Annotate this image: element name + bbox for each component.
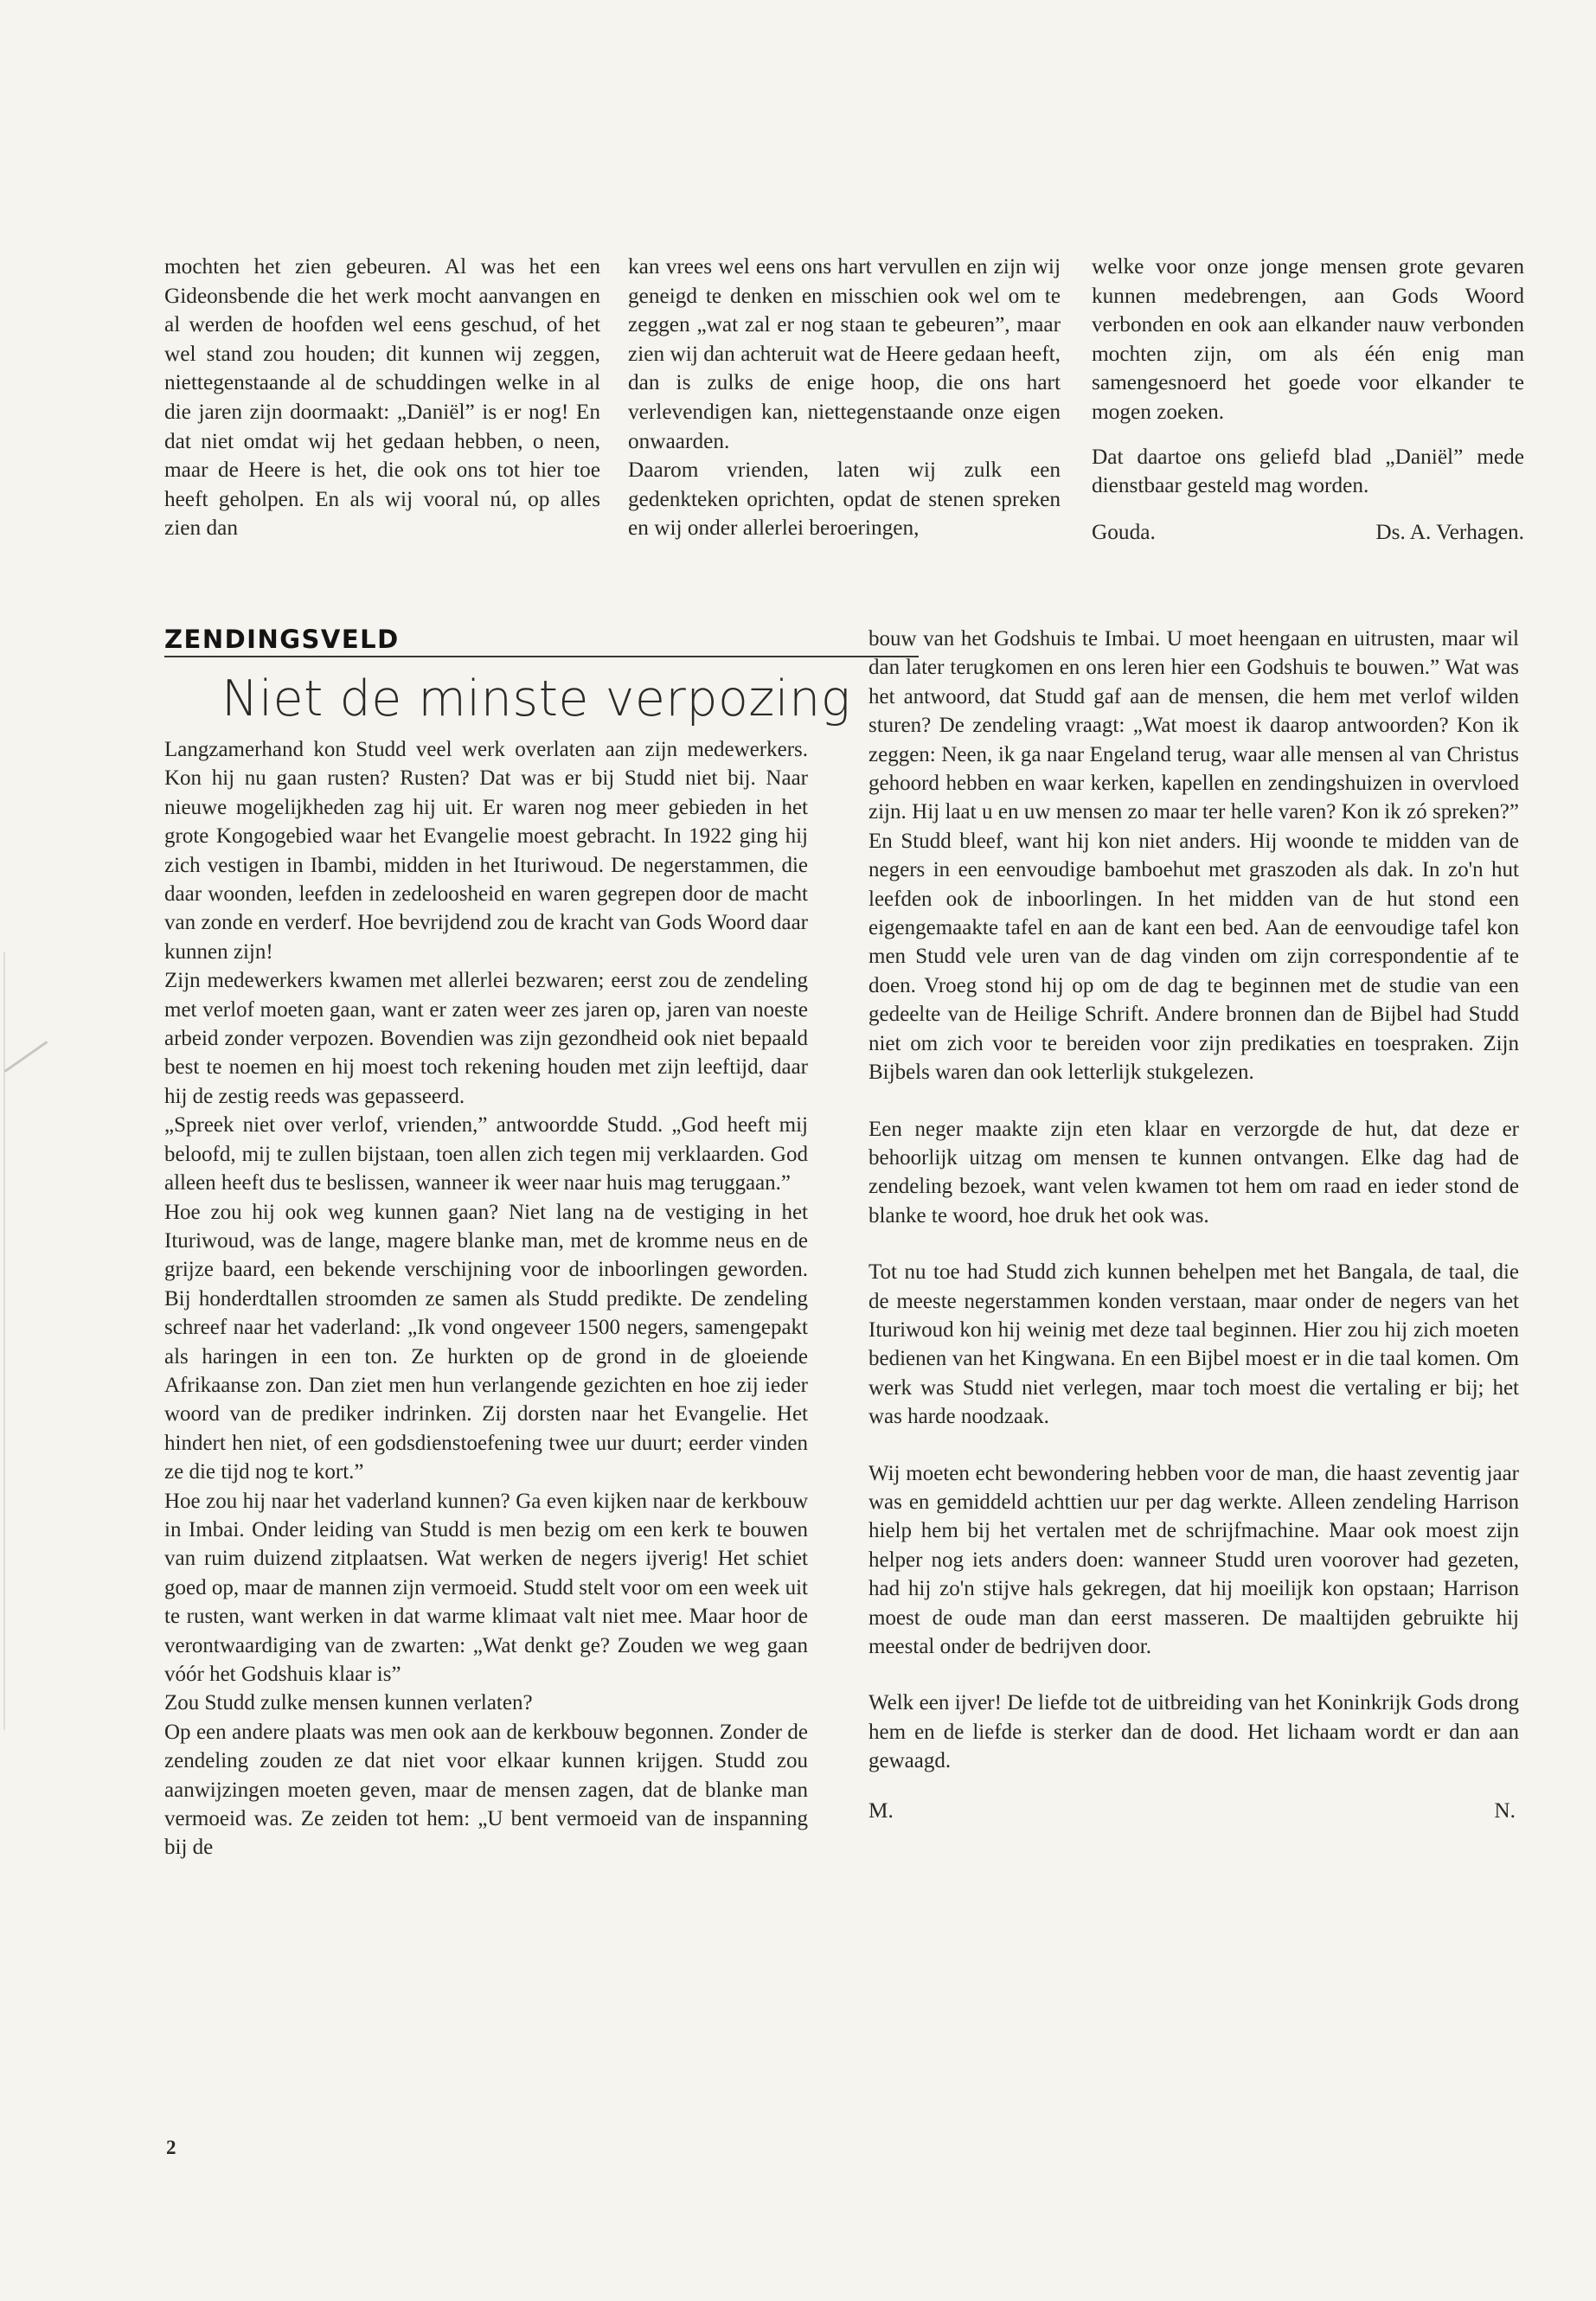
article-paragraph: Hoe zou hij ook weg kunnen gaan? Niet lang na de vestiging in het Ituriwoud, was de lange, magere blanke man, met de kromme neus en de grijze baard, een bekende verschijning voor de inboorlingen geworden. Bij honderdtallen stroomden ze samen als Studd predikte. De zendeling schreef naar het vaderland: „Ik vond ongeveer 1500 negers, samengepakt als haringen in een ton. Ze hurkten op de grond in de gloeiende Afrikaanse zon. Dan ziet men hun verlangende gezichten en hoe zij ieder woord van de prediker indrinken. Zij dorsten naar het Evangelie. Het hindert hen niet, of een godsdienstoefening twee uur duurt; eerder vinden ze die tijd nog te kort.” — [164, 1200, 808, 1484]
signature-name: Ds. A. Verhagen. — [1375, 519, 1524, 544]
signature-initial-right: N. — [1494, 1798, 1516, 1823]
page-number: 2 — [166, 2137, 176, 2158]
scan-edge-mark — [4, 1041, 48, 1073]
scan-edge-line — [3, 952, 5, 1730]
title-rule — [164, 656, 919, 657]
signature-place: Gouda. — [1092, 519, 1156, 544]
article-title: Niet de minste verpozing — [221, 670, 851, 727]
top-col3-paragraph-1: welke voor onze jonge mensen grote gevaren kunnen medebrengen, aan Gods Woord verbonden en ook aan elkander nauw verbonden mochten zijn, om als één enig man samengesnoerd het goede voor elkander te mogen zoeken. — [1092, 254, 1524, 424]
article-paragraph: Een neger maakte zijn eten klaar en verzorgde de hut, dat deze er behoorlijk uitzag om mensen te kunnen ontvangen. Elke dag had de zendeling bezoek, want velen kwamen tot hem om raad en ieder stond de blanke te woord, hoe druk het ook was. — [869, 1117, 1519, 1227]
article-paragraph: Zou Studd zulke mensen kunnen verlaten? — [164, 1691, 533, 1715]
article-paragraph: Op een andere plaats was men ook aan de kerkbouw begonnen. Zonder de zendeling zouden ze dat niet voor elkaar kunnen krijgen. Studd zou aanwijzingen moeten geven, maar de mensen zagen, dat de blanke man vermoeid was. Ze zeiden tot hem: „U bent vermoeid van de inspanning bij de — [164, 1720, 808, 1860]
article-signature — [869, 1798, 1519, 1823]
top-col2-paragraph-2: Daarom vrienden, laten wij zulk een gedenkteken oprichten, opdat de stenen spreken en wij onder allerlei beroeringen, — [628, 458, 1061, 541]
article-left-column — [164, 735, 808, 1862]
article-paragraph: Welk een ijver! De liefde tot de uitbreiding van het Koninkrijk Gods drong hem en de liefde is sterker dan de dood. Het lichaam wordt er dan aan gewaagd. — [869, 1691, 1519, 1773]
top-column-1 — [164, 253, 600, 543]
article-paragraph: Hoe zou hij naar het vaderland kunnen? Ga even kijken naar de kerkbouw in Imbai. Onder leiding van Studd is men bezig om een kerk te bouwen van ruim duizend zitplaatsen. Wat werken de negers ijverig! Het schiet goed op, maar de mannen zijn vermoeid. Studd stelt voor om een week uit te rusten, want werken in dat warme klimaat valt niet mee. Maar hoor de verontwaardiging van de zwarten: „Wat denkt ge? Zouden we weg gaan vóór het Godshuis klaar is” — [164, 1489, 808, 1686]
article-paragraph: bouw van het Godshuis te Imbai. U moet heengaan en uitrusten, maar wil dan later terugkomen en ons leren hier een Godshuis te bouwen.” Wat was het antwoord, dat Studd gaf aan de mensen, die hem met verlof wilden sturen? De zendeling vraagt: „Wat moest ik daarop antwoorden? Kon ik zeggen: Neen, ik ga naar Engeland terug, waar alle mensen al van Christus gehoord hebben en waar kerken, kapellen en zendingshuizen in overvloed zijn. Hij laat u en uw mensen zo maar ter helle varen? Kon ik zó spreken?” En Studd bleef, want hij kon niet anders. Hij woonde te midden van de negers in een eenvoudige bamboehut met graszoden als dak. In zo'n hut leefden ook de inboorlingen. In het midden van de hut stond een eigengemaakte tafel en aan de kant een bed. Aan de eenvoudige tafel kon men Studd vele uren van de dag vinden om zijn correspondentie af te doen. Vroeg stond hij op om de dag te beginnen met de studie van een gedeelte van de Heilige Schrift. Andere bronnen dan de Bijbel had Studd niet om zich voor te bereiden voor zijn predikaties en toespraken. Zijn Bijbels waren dan ook letterlijk stukgelezen. — [869, 627, 1519, 1085]
top-col3-paragraph-2: Dat daartoe ons geliefd blad „Daniël” mede dienstbaar gesteld mag worden. — [1092, 444, 1524, 498]
signature-initial-left: M. — [869, 1798, 894, 1823]
top-column-2 — [628, 253, 1061, 543]
article-paragraph: Zijn medewerkers kwamen met allerlei bezwaren; eerst zou de zendeling met verlof moeten gaan, want er zaten weer zes jaren op, jaren van noeste arbeid zonder verpozen. Bovendien was zijn gezondheid ook niet bepaald best te noemen en hij moest toch rekening houden met zijn leeftijd, daar hij de zestig reeds was gepasseerd. — [164, 969, 808, 1108]
article-paragraph: Langzamerhand kon Studd veel werk overlaten aan zijn medewerkers. Kon hij nu gaan rusten? Rusten? Dat was er bij Studd niet bij. Naar nieuwe mogelijkheden zag hij uit. Er waren nog meer gebieden in het grote Kongogebied waar het Evangelie moest gebracht. In 1922 ging hij zich vestigen in Ibambi, midden in het Ituriwoud. De negerstammen, die daar woonden, leefden in zedeloosheid en waren gegrepen door de macht van zonde en verderf. Hoe bevrijdend zou de kracht van Gods Woord daar kunnen zijn! — [164, 738, 808, 964]
top-column-3 — [1092, 253, 1524, 545]
article-paragraph: Tot nu toe had Studd zich kunnen behelpen met het Bangala, de taal, die de meeste negerstammen konden verstaan, maar onder de negers van het Ituriwoud kon hij weinig met deze taal beginnen. Hier zou hij zich moeten bedienen van het Kingwana. En een Bijbel moest er in die taal komen. Om werk was Studd niet verlegen, maar toch moest die vertaling er bij; het was harde noodzaak. — [869, 1260, 1519, 1429]
top-col2-paragraph-1: kan vrees wel eens ons hart vervullen en zijn wij geneigd te denken en misschien ook wel om te zeggen „wat zal er nog staan te gebeuren”, maar zien wij dan achteruit wat de Heere gedaan heeft, dan is zulks de enige hoop, die ons hart verlevendigen kan, niettegenstaande onze eigen onwaarden. — [628, 254, 1061, 453]
top-signature — [1092, 520, 1524, 545]
article-right-column — [869, 625, 1519, 1823]
article-paragraph: Wij moeten echt bewondering hebben voor de man, die haast zeventig jaar was en gemiddeld achttien uur per dag werkte. Alleen zendeling Harrison hielp hem bij het vertalen met de schrijfmachine. Maar ook moest zijn helper nog iets anders doen: wanneer Studd uren voorover had gezeten, had hij zo'n stijve hals gekregen, dat hij moeilijk kon opstaan; Harrison moest de oude man dan eerst masseren. De maaltijden gebruikte hij meestal onder de bedrijven door. — [869, 1461, 1519, 1658]
section-label: ZENDINGSVELD — [164, 625, 400, 654]
top-col1-paragraph: mochten het zien gebeuren. Al was het een Gideonsbende die het werk mocht aanvangen en al werden de hoofden wel eens geschud, of het wel stand zou houden; dit kunnen wij zeggen, niettegenstaande al de schuddingen welke in al die jaren zijn doormaakt: „Daniël” is er nog! En dat niet omdat wij het gedaan hebben, o neen, maar de Heere is het, die ook ons tot hier toe heeft geholpen. En als wij vooral nú, op alles zien dan — [164, 254, 600, 541]
article-paragraph: „Spreek niet over verlof, vrienden,” antwoordde Studd. „God heeft mij beloofd, mij te zullen bijstaan, toen allen zich tegen mij verklaarden. God alleen heeft dus te beslissen, wanneer ik weer naar huis mag teruggaan.” — [164, 1113, 808, 1195]
